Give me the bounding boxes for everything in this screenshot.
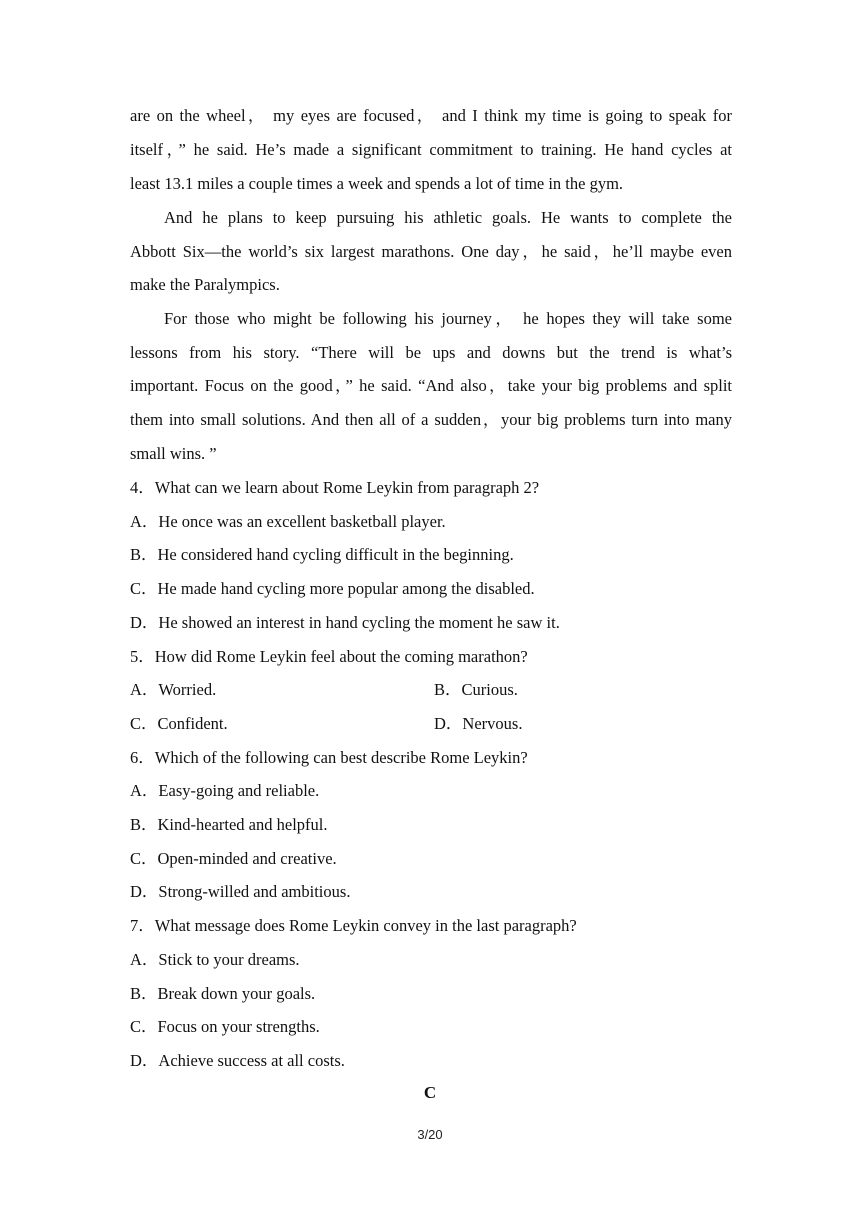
passage-line: For those who might be following his journey， he hopes they will take some bbox=[164, 309, 732, 328]
question-option: C．Confident. bbox=[130, 714, 228, 733]
question-option: C．Open-minded and creative. bbox=[130, 849, 337, 868]
question-option: C．He made hand cycling more popular among the disabled. bbox=[130, 579, 535, 598]
question-option: D．Nervous. bbox=[434, 714, 523, 733]
passage-line: them into small solutions. And then all of a sudden，your big problems turn into many bbox=[130, 410, 732, 429]
question-stem: 4．What can we learn about Rome Leykin from paragraph 2? bbox=[130, 478, 540, 497]
question-option: C．Focus on your strengths. bbox=[130, 1017, 320, 1036]
passage-line: And he plans to keep pursuing his athletic goals. He wants to complete the bbox=[164, 208, 732, 227]
passage-line: important. Focus on the good，” he said. “And also，take your big problems and split bbox=[130, 376, 732, 395]
question-option: A．Easy-going and reliable. bbox=[130, 781, 320, 800]
question-option: B．Kind-hearted and helpful. bbox=[130, 815, 328, 834]
question-option: D．Achieve success at all costs. bbox=[130, 1051, 345, 1070]
question-option: B．He considered hand cycling difficult in the beginning. bbox=[130, 545, 514, 564]
passage-line: Abbott Six—the world’s six largest marathons. One day，he said，he’ll maybe even bbox=[130, 242, 732, 261]
question-option: D．He showed an interest in hand cycling the moment he saw it. bbox=[130, 613, 560, 632]
question-option: A．Worried. bbox=[130, 680, 217, 699]
page-number: 3/20 bbox=[417, 1127, 443, 1142]
question-stem: 6．Which of the following can best describe Rome Leykin? bbox=[130, 748, 528, 767]
question-option: A．He once was an excellent basketball player. bbox=[130, 512, 446, 531]
question-stem: 5．How did Rome Leykin feel about the coming marathon? bbox=[130, 647, 528, 666]
passage-line: are on the wheel， my eyes are focused， and I think my time is going to speak for bbox=[130, 106, 732, 125]
question-option: D．Strong-willed and ambitious. bbox=[130, 882, 351, 901]
passage-line: make the Paralympics. bbox=[130, 275, 280, 294]
question-option: B．Curious. bbox=[434, 680, 518, 699]
question-option: B．Break down your goals. bbox=[130, 984, 316, 1003]
question-option: A．Stick to your dreams. bbox=[130, 950, 300, 969]
question-stem: 7．What message does Rome Leykin convey in the last paragraph? bbox=[130, 916, 577, 935]
passage-line: least 13.1 miles a couple times a week and spends a lot of time in the gym. bbox=[130, 174, 624, 193]
passage-line: lessons from his story. “There will be ups and downs but the trend is what’s bbox=[130, 343, 732, 362]
section-heading: C bbox=[423, 1083, 437, 1102]
passage-line: itself，” he said. He’s made a significant commitment to training. He hand cycles at bbox=[130, 140, 732, 159]
passage-line: small wins. ” bbox=[130, 444, 217, 463]
